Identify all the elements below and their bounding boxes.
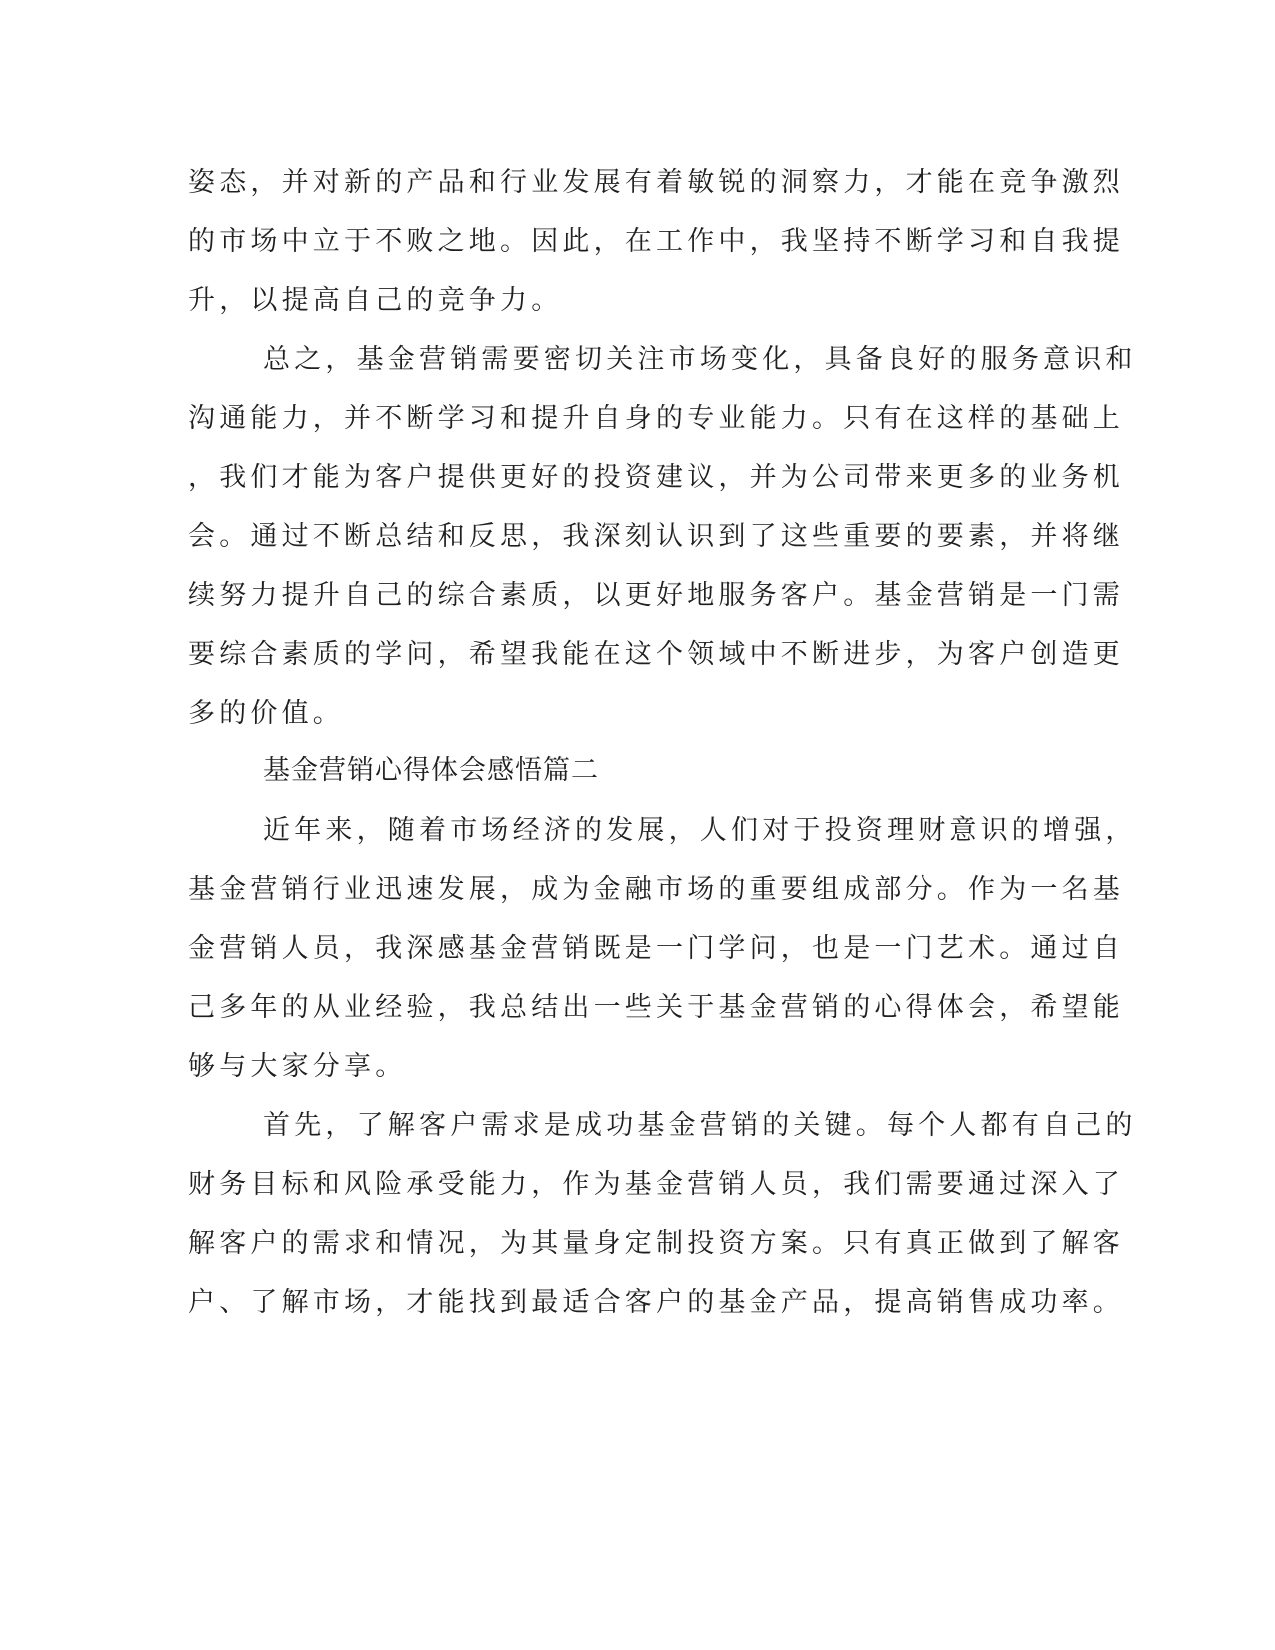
text-line: 的市场中立于不败之地。因此，在工作中，我坚持不断学习和自我提: [188, 226, 1124, 257]
text-line: 够与大家分享。: [188, 1051, 407, 1082]
paragraph-first-line: 近年来，随着市场经济的发展，人们对于投资理财意识的增强，: [263, 815, 1137, 846]
text-line: 升，以提高自己的竞争力。: [188, 285, 563, 316]
text-line: 姿态，并对新的产品和行业发展有着敏锐的洞察力，才能在竞争激烈: [188, 167, 1124, 198]
text-line: 多的价值。: [188, 698, 344, 729]
text-line: 续努力提升自己的综合素质，以更好地服务客户。基金营销是一门需: [188, 580, 1124, 611]
text-line: 己多年的从业经验，我总结出一些关于基金营销的心得体会，希望能: [188, 992, 1124, 1023]
section-heading: 基金营销心得体会感悟篇二: [263, 755, 599, 786]
paragraph-first-line: 总之，基金营销需要密切关注市场变化，具备良好的服务意识和: [263, 344, 1137, 375]
paragraph-first-line: 首先，了解客户需求是成功基金营销的关键。每个人都有自己的: [263, 1110, 1137, 1141]
text-line: 户、了解市场，才能找到最适合客户的基金产品，提高销售成功率。: [188, 1287, 1124, 1318]
text-line: 金营销人员，我深感基金营销既是一门学问，也是一门艺术。通过自: [188, 933, 1124, 964]
text-line: 解客户的需求和情况，为其量身定制投资方案。只有真正做到了解客: [188, 1228, 1124, 1259]
text-line: 会。通过不断总结和反思，我深刻认识到了这些重要的要素，并将继: [188, 521, 1124, 552]
text-line: 要综合素质的学问，希望我能在这个领域中不断进步，为客户创造更: [188, 639, 1124, 670]
text-line: 财务目标和风险承受能力，作为基金营销人员，我们需要通过深入了: [188, 1169, 1124, 1200]
text-line: 基金营销行业迅速发展，成为金融市场的重要组成部分。作为一名基: [188, 874, 1124, 905]
text-line: ，我们才能为客户提供更好的投资建议，并为公司带来更多的业务机: [188, 462, 1124, 493]
text-line: 沟通能力，并不断学习和提升自身的专业能力。只有在这样的基础上: [188, 403, 1124, 434]
